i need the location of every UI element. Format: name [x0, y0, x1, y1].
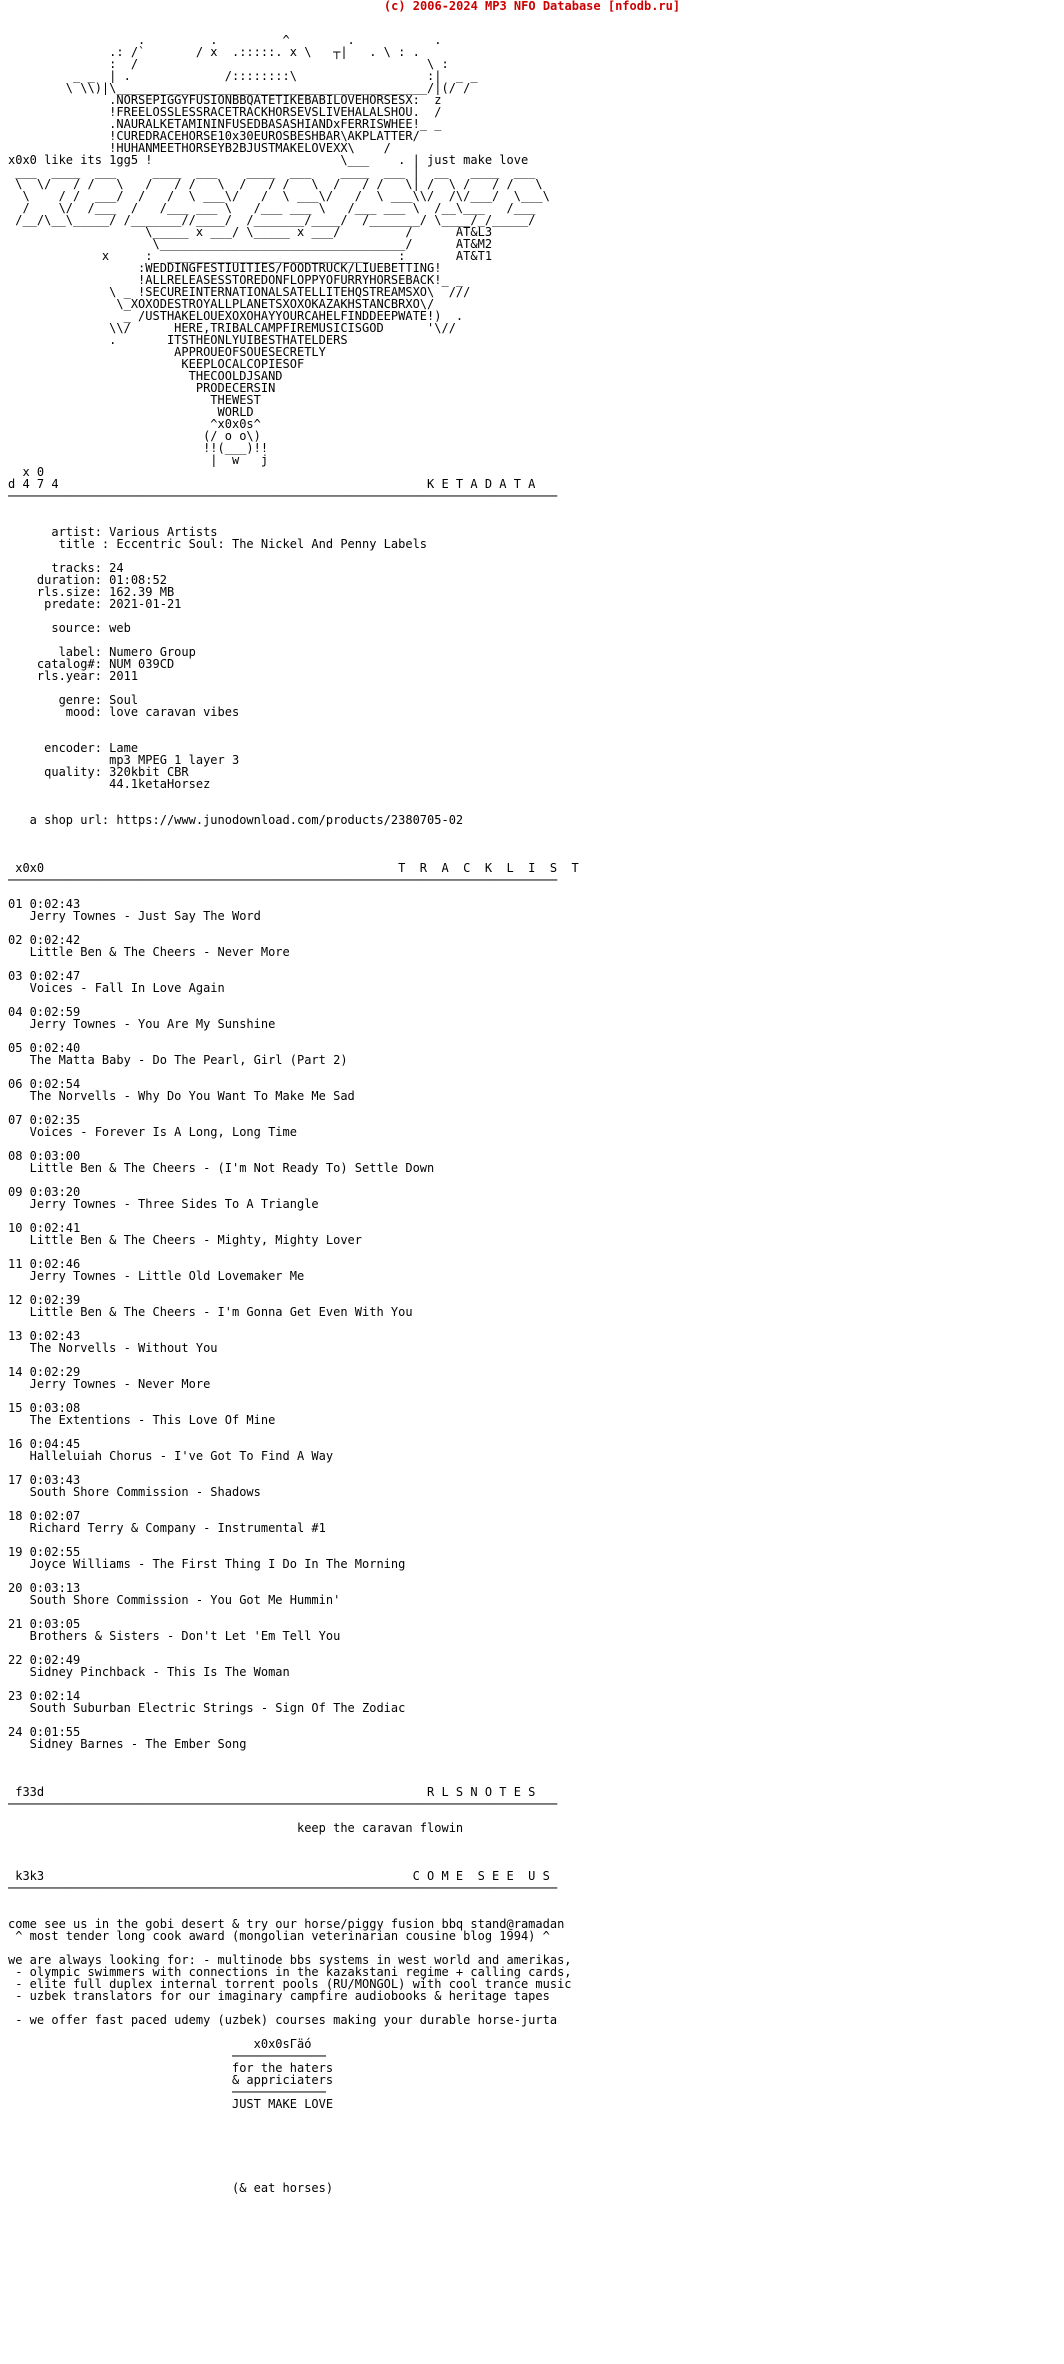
nfodb-copyright-banner: (c) 2006-2024 MP3 NFO Database [nfodb.ru] [383, 0, 681, 13]
nfo-text-body: . . ^ . . .: /` / x .:::::. x \ ┬| . \ : . : / \ : _ _ | . /::::::::\ :| _ _ \ \\)|\___________________________________________/|(/ / .NORSEPIGGYFUSIONBBQATETIKEBABILOVEHORSESX: z !FREELOSSLESSRACETRACKHORSEVSLIVEHALALSHOU. / .NAURALKETAMININFUSEDBASASHIANDxFERRISWHEE!_ _ !CUREDRACEHORSE10x30EUROSBESHBAR\AKPLATTER/ !HUHANMEETHORSEYB2BJUSTMAKELOVEXX\ / x0x0 like its 1gg5 ! \___ . | just make love ___ ____ ___ ____ ___ ____ ___ ____ ___ | __ ____ ___ \ \/ / / \ / / / \ / / / \ / / / \| / \ / / / \ \ / / ___/ / / \ ___\/ / \ ___\/ / \ ___\\/ /\/___/ \___\ / \/ /___ / /___ ___ \ /___ ___ \ /___ ___ \ /__\___ /___ /__/\__\_____/ /_______//____/ /_______/____/ /_______/ \____/_/_____/ \_____ x ___/ \_____ x ___/ / AT&L3 \__________________________________/ AT&M2 x : ____________________________ : AT&T1 :WEDDINGFESTIUITIES/FOODTRUCK/LIUEBETTING! !ALLRELEASESSTOREDONFLOPPYOFURRYHORSEBACK!_ _ \ _ !SECUREINTERNATIONALSATELLITEHQSTREAMSXO\ /// \_XOXODESTROYALLPLANETSXOXOKAZAKHSTANCBRXO\/ _ /USTHAKELOUEXOXOHAYYOURCAHELFINDDEEPWATE!) . \\/ HERE,TRIBALCAMPFIREMUSICISGOD '\// . ITSTHEONLYUIBESTHATELDERS APPROUEOFSOUESECRETLY KEEPLOCALCOPIESOF THECOOLDJSAND PRODECERSIN THEWEST WORLD ^x0x0s^ (/ o o\) !!(___)!! | w j x 0 d 4 7 4 K E T A D A T A ──────────────────────────────────────────────────────────────────────────── artist: Various Artists title : Eccentric Soul: The Nickel And Penny Labels tracks: 24 duration: 01:08:52 rls.size: 162.39 MB predate: 2021-01-21 source: web label: Numero Group catalog#: NUM 039CD rls.year: 2011 genre: Soul mood: love caravan vibes encoder: Lame mp3 MPEG 1 layer 3 quality: 320kbit CBR 44.1ketaHorsez a shop url: https://www.junodownload.com/products/2380705-02 x0x0 T R A C K L I S T ──────────────────────────────────────────────────────────────────────────── 01 0:02:43 Jerry Townes - Just Say The Word 02 0:02:42 Little Ben & The Cheers - Never More 03 0:02:47 Voices - Fall In Love Again 04 0:02:59 Jerry Townes - You Are My Sunshine 05 0:02:40 The Matta Baby - Do The Pearl, Girl (Part 2) 06 0:02:54 The Norvells - Why Do You Want To Make Me Sad 07 0:02:35 Voices - Forever Is A Long, Long Time 08 0:03:00 Little Ben & The Cheers - (I'm Not Ready To) Settle Down 09 0:03:20 Jerry Townes - Three Sides To A Triangle 10 0:02:41 Little Ben & The Cheers - Mighty, Mighty Lover 11 0:02:46 Jerry Townes - Little Old Lovemaker Me 12 0:02:39 Little Ben & The Cheers - I'm Gonna Get Even With You 13 0:02:43 The Norvells - Without You 14 0:02:29 Jerry Townes - Never More 15 0:03:08 The Extentions - This Love Of Mine 16 0:04:45 Halleluiah Chorus - I've Got To Find A Way 17 0:03:43 South Shore Commission - Shadows 18 0:02:07 Richard Terry & Company - Instrumental #1 19 0:02:55 Joyce Williams - The First Thing I Do In The Morning 20 0:03:13 South Shore Commission - You Got Me Hummin' 21 0:03:05 Brothers & Sisters - Don't Let 'Em Tell You 22 0:02:49 Sidney Pinchback - This Is The Woman 23 0:02:14 South Suburban Electric Strings - Sign Of The Zodiac 24 0:01:55 Sidney Barnes - The Ember Song f33d R L S N O T E S ──────────────────────────────────────────────────────────────────────────── keep the caravan flowin k3k3 C O M E S E E U S ──────────────────────────────────────────────────────────────────────────── come see us in the gobi desert & try our horse/piggy fusion bbq stand@ramadan ^ most tender long cook award (mongolian veterinarian cousine blog 1994) ^ we are always looking for: - multinode bbs systems in west world and amerikas, - olympic swimmers with connections in the kazakstani regime + calling cards, - elite full duplex internal torrent pools (RU/MONGOL) with cool trance music - uzbek translators for our imaginary campfire audiobooks & heritage tapes - we offer fast paced udemy (uzbek) courses making your durable horse-jurta x0x0sГäó ───────────── for the haters & appriciaters ───────────── JUST MAKE LOVE (& eat horses) [8, 33, 579, 2195]
